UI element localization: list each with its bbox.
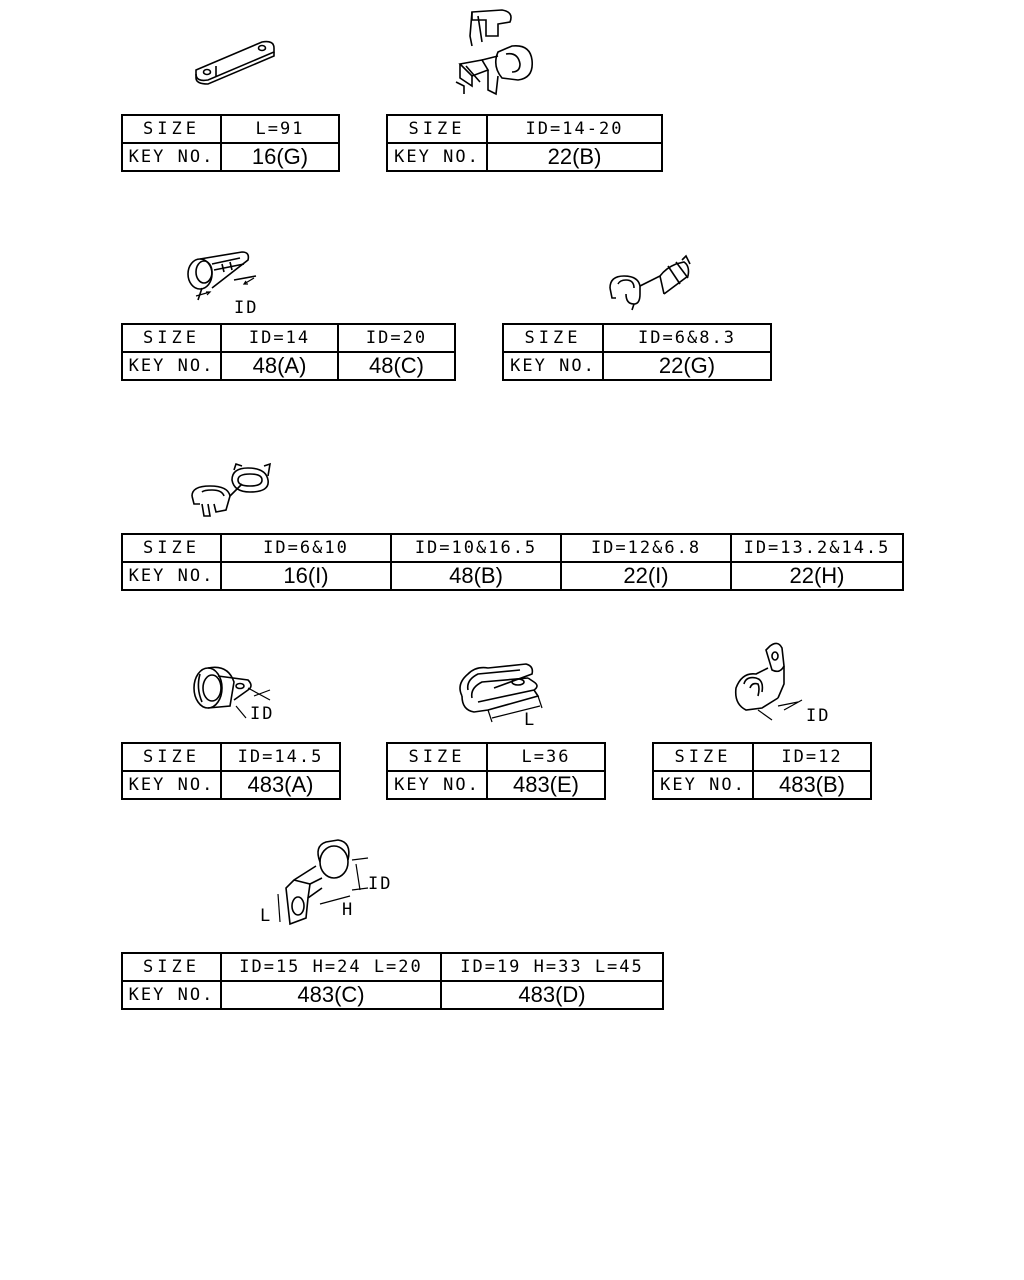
size-header: SIZE [122, 743, 221, 771]
double-clamp-drawing [452, 6, 542, 98]
dimension-label-l: L [524, 710, 537, 730]
key-header: KEY NO. [653, 771, 753, 799]
size-value: ID=12 [753, 743, 871, 771]
key-row [122, 143, 339, 171]
size-value: L=36 [487, 743, 605, 771]
size-value: ID=15 H=24 L=20 [221, 953, 441, 981]
key-value: 22(G) [603, 352, 771, 380]
spec-table-p-clamp [121, 952, 664, 1010]
key-row [122, 562, 903, 590]
twin-small-clip-drawing [604, 254, 694, 314]
key-value: 22(B) [487, 143, 662, 171]
size-header: SIZE [122, 534, 221, 562]
size-row [387, 743, 605, 771]
size-value: ID=12&6.8 [561, 534, 731, 562]
key-value: 483(D) [441, 981, 663, 1009]
key-header: KEY NO. [122, 143, 221, 171]
size-row [122, 953, 663, 981]
size-row [653, 743, 871, 771]
key-row [387, 143, 662, 171]
spec-table-twin-clip [121, 533, 904, 591]
size-value: ID=14.5 [221, 743, 340, 771]
key-value: 483(A) [221, 771, 340, 799]
size-header: SIZE [387, 743, 487, 771]
size-value: ID=10&16.5 [391, 534, 561, 562]
key-row [122, 771, 340, 799]
key-row [503, 352, 771, 380]
key-value: 48(C) [338, 352, 455, 380]
strap-clamp-l-drawing [448, 660, 558, 732]
key-value: 483(B) [753, 771, 871, 799]
key-header: KEY NO. [122, 771, 221, 799]
single-clip-id-drawing [182, 246, 266, 320]
key-header: KEY NO. [122, 352, 221, 380]
key-value: 48(B) [391, 562, 561, 590]
flat-strap-clip-drawing [190, 34, 280, 88]
key-value: 16(I) [221, 562, 391, 590]
key-value: 22(H) [731, 562, 903, 590]
size-row [122, 115, 339, 143]
size-header: SIZE [122, 953, 221, 981]
spec-table-twin-small-clip [502, 323, 772, 381]
size-header: SIZE [653, 743, 753, 771]
loop-clamp-tab-drawing [728, 640, 838, 732]
size-header: SIZE [122, 115, 221, 143]
size-header: SIZE [122, 324, 221, 352]
key-header: KEY NO. [387, 771, 487, 799]
spec-table-single-clip [121, 323, 456, 381]
cushion-clamp-id-drawing [188, 660, 278, 726]
key-row [122, 981, 663, 1009]
size-value: ID=14 [221, 324, 338, 352]
dimension-label-id: ID [368, 874, 393, 894]
key-value: 483(E) [487, 771, 605, 799]
size-value: ID=20 [338, 324, 455, 352]
key-value: 483(C) [221, 981, 441, 1009]
size-header: SIZE [503, 324, 603, 352]
dimension-label-h: H [342, 900, 355, 920]
spec-table-strap-clamp [386, 742, 606, 800]
size-value: L=91 [221, 115, 339, 143]
dimension-label-id: ID [234, 298, 259, 318]
dimension-label-l: L [260, 906, 273, 926]
spec-table-double-clamp [386, 114, 663, 172]
key-value: 22(I) [561, 562, 731, 590]
key-header: KEY NO. [122, 562, 221, 590]
size-row [122, 324, 455, 352]
size-value: ID=6&10 [221, 534, 391, 562]
size-value: ID=14-20 [487, 115, 662, 143]
key-value: 16(G) [221, 143, 339, 171]
size-value: ID=19 H=33 L=45 [441, 953, 663, 981]
size-value: ID=13.2&14.5 [731, 534, 903, 562]
key-header: KEY NO. [503, 352, 603, 380]
twin-clip-drawing [188, 462, 278, 520]
spec-table-cushion-clamp [121, 742, 341, 800]
dimension-label-id: ID [806, 706, 831, 726]
key-row [122, 352, 455, 380]
key-value: 48(A) [221, 352, 338, 380]
key-row [653, 771, 871, 799]
size-value: ID=6&8.3 [603, 324, 771, 352]
key-header: KEY NO. [122, 981, 221, 1009]
key-header: KEY NO. [387, 143, 487, 171]
dimension-label-id: ID [250, 704, 275, 724]
size-row [122, 534, 903, 562]
size-header: SIZE [387, 115, 487, 143]
size-row [503, 324, 771, 352]
key-row [387, 771, 605, 799]
p-clamp-drawing [256, 838, 406, 930]
size-row [122, 743, 340, 771]
size-row [387, 115, 662, 143]
spec-table-loop-clamp [652, 742, 872, 800]
spec-table-strap [121, 114, 340, 172]
